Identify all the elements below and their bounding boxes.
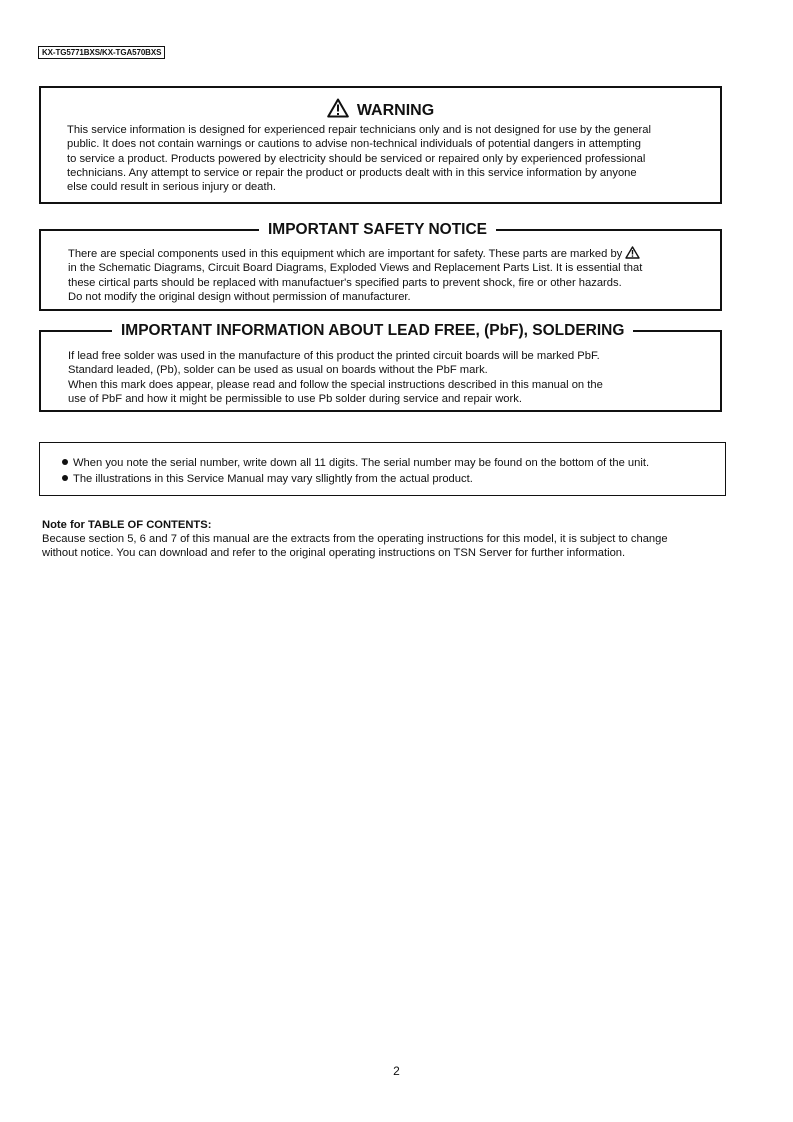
safety-line: these cirtical parts should be replaced with manufactuer's specified parts to prevent shock, fire or other hazards.	[68, 276, 622, 289]
safety-notice-box	[39, 229, 722, 311]
warning-line: This service information is designed for experienced repair technicians only and is not designed for use by the general	[67, 124, 651, 136]
warning-line: public. It does not contain warnings or cautions to advise non-technical individuals of potential dangers in attempting	[67, 138, 642, 151]
note-text: When you note the serial number, write down all 11 digits. The serial number may be found on the bottom of the unit.	[73, 457, 650, 469]
model-number-tag: KX-TG5771BXS/KX-TGA570BXS	[38, 46, 165, 59]
warning-line: to service a product. Products powered by electricity should be serviced or repaired only by experienced professional	[67, 152, 646, 165]
note-text: The illustrations in this Service Manual may vary sllightly from the actual product.	[73, 473, 473, 485]
notes-list	[62, 455, 649, 487]
list-item	[62, 455, 649, 471]
warning-title-text: WARNING	[356, 102, 435, 119]
toc-note-heading: Note for TABLE OF CONTENTS:	[42, 519, 212, 531]
page-number: 2	[393, 1064, 400, 1078]
warning-box	[39, 86, 722, 204]
lead-free-line: If lead free solder was used in the manufacture of this product the printed circuit boards will be marked PbF.	[68, 350, 600, 362]
warning-text	[67, 123, 707, 194]
safety-mark-icon	[625, 246, 640, 259]
toc-note	[42, 518, 732, 560]
safety-notice-text	[68, 246, 708, 304]
warning-title	[41, 98, 720, 121]
warning-line: technicians. Any attempt to service or repair the product or products dealt with in this service information by anyone	[67, 166, 637, 179]
warning-line: else could result in serious injury or death.	[67, 181, 276, 194]
toc-note-line: Because section 5, 6 and 7 of this manual are the extracts from the operating instructions for this model, it is subject to change	[42, 533, 668, 545]
lead-free-line: Standard leaded, (Pb), solder can be used as usual on boards without the PbF mark.	[68, 364, 488, 377]
toc-note-line: without notice. You can download and refer to the original operating instructions on TSN Server for further information.	[42, 547, 626, 559]
notes-box	[39, 442, 726, 496]
safety-line: Do not modify the original design without permission of manufacturer.	[68, 290, 411, 303]
list-item	[62, 471, 649, 487]
bullet-icon	[62, 459, 68, 465]
lead-free-box	[39, 330, 722, 412]
safety-line-text: There are special components used in this equipment which are important for safety. These parts are marked by	[68, 248, 623, 260]
lead-free-line: use of PbF and how it might be permissible to use Pb solder during service and repair work.	[68, 392, 522, 405]
safety-line	[68, 246, 708, 261]
safety-notice-heading: IMPORTANT SAFETY NOTICE	[259, 221, 496, 239]
lead-free-text	[68, 349, 708, 406]
bullet-icon	[62, 475, 68, 481]
lead-free-heading: IMPORTANT INFORMATION ABOUT LEAD FREE, (PbF), SOLDERING	[112, 322, 633, 340]
lead-free-line: When this mark does appear, please read and follow the special instructions described in this manual on the	[68, 378, 603, 391]
safety-line: in the Schematic Diagrams, Circuit Board Diagrams, Exploded Views and Replacement Parts List. It is essential that	[68, 262, 643, 275]
warning-triangle-icon	[327, 98, 349, 118]
